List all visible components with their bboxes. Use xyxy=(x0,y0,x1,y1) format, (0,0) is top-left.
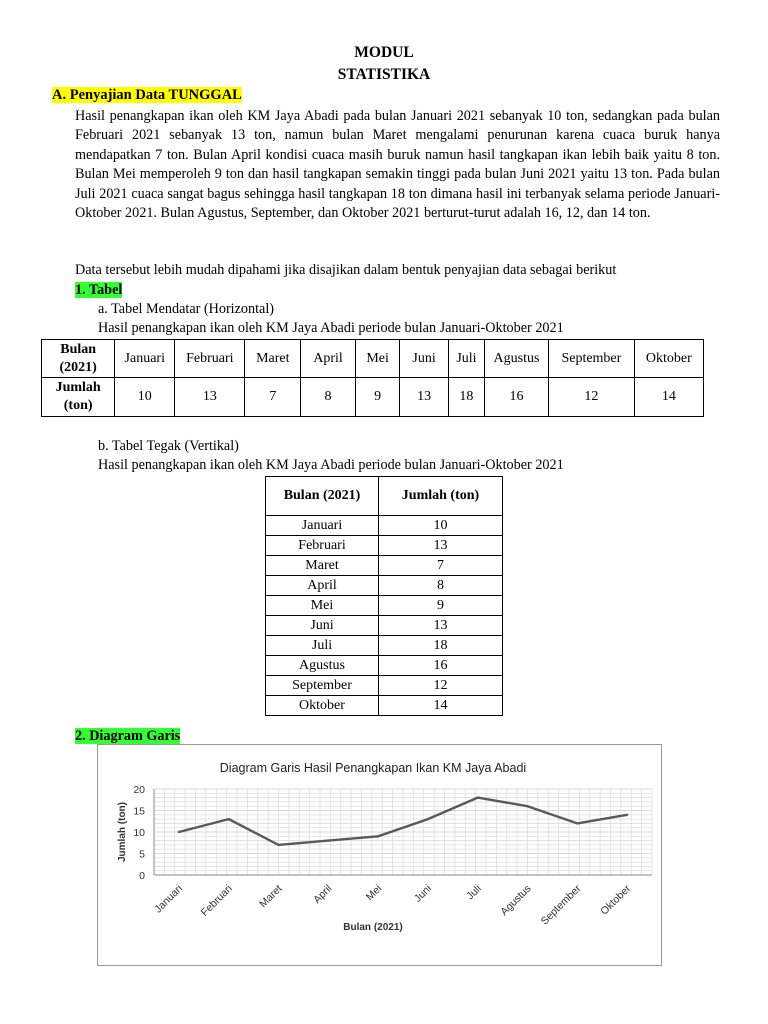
vertical-table-month-cell: Juli xyxy=(266,636,379,656)
horizontal-table-amount-cell: 13 xyxy=(400,378,449,417)
chart-data-point xyxy=(576,822,578,824)
horizontal-table-amount-cell: 18 xyxy=(448,378,484,417)
horizontal-table-amount-cell: 10 xyxy=(115,378,175,417)
chart-y-tick-label: 0 xyxy=(139,870,145,882)
horizontal-table-month-cell: Mei xyxy=(355,340,399,378)
horizontal-table-header-amount xyxy=(42,378,115,417)
vertical-table-month-cell: September xyxy=(266,676,379,696)
table-row xyxy=(266,696,503,716)
table-row xyxy=(266,596,503,616)
vertical-table-amount-cell: 13 xyxy=(379,616,503,636)
table-row xyxy=(266,616,503,636)
chart-y-axis-label: Jumlah (ton) xyxy=(117,802,128,862)
horizontal-table-amount-cell: 13 xyxy=(175,378,245,417)
diagram-heading-text: 2. Diagram Garis xyxy=(75,728,181,744)
vertical-table-month-cell: Juni xyxy=(266,616,379,636)
chart-x-tick-label: Agustus xyxy=(498,882,534,918)
header-amount-line1: Jumlah xyxy=(55,380,101,395)
vertical-table-amount-cell: 8 xyxy=(379,576,503,596)
chart-x-tick-label: April xyxy=(311,882,335,906)
vertical-table-month-cell: April xyxy=(266,576,379,596)
section-a-paragraph: Hasil penangkapan ikan oleh KM Jaya Abadi pada bulan Januari 2021 sebanyak 10 ton, sedangkan pada bulan Februari 2021 sebanyak 13 ton, namun bulan Maret mengalami penurunan karena cuaca buruk hanya mendapatkan 7 ton. Bulan April kondisi cuaca masih buruk namun hasil tangkapan ikan lebih baik yaitu 8 ton. Bulan Mei memperoleh 9 ton dan hasil tangkapan semakin tinggi pada bulan Juni 2021 yaitu 13 ton. Pada bulan Juli 2021 cuaca sangat bagus sehingga hasil tangkapan 18 ton dimana hasil ini terbanyak selama periode Januari-Oktober 2021. Bulan Agustus, September, dan Oktober 2021 berturut-turut adalah 16, 12, dan 14 ton. xyxy=(75,108,720,222)
table-row xyxy=(266,576,503,596)
page-title: MODUL xyxy=(354,44,414,61)
horizontal-table-amount-cell: 7 xyxy=(245,378,301,417)
chart-x-tick-label: Oktober xyxy=(598,882,634,918)
vertical-table xyxy=(265,476,503,716)
table-row xyxy=(266,676,503,696)
section-a-heading-text: A. Penyajian Data TUNGGAL xyxy=(52,87,242,103)
horizontal-table-header-month xyxy=(42,340,115,378)
horizontal-table-row-month xyxy=(42,340,704,378)
table-row xyxy=(266,536,503,556)
vertical-table-label: b. Tabel Tegak (Vertikal) xyxy=(98,438,239,454)
vertical-table-amount-cell: 18 xyxy=(379,636,503,656)
chart-y-tick-label: 20 xyxy=(133,784,145,796)
horizontal-table-month-cell: Maret xyxy=(245,340,301,378)
chart-data-point xyxy=(477,796,479,798)
chart-y-tick-label: 5 xyxy=(139,848,145,861)
page-subtitle: STATISTIKA xyxy=(337,66,431,83)
vertical-table-month-cell: Mei xyxy=(266,596,379,616)
chart-x-tick-label: Juli xyxy=(464,882,484,903)
table-row xyxy=(266,636,503,656)
chart-x-tick-label: Juni xyxy=(411,882,435,905)
horizontal-table-month-cell: Juni xyxy=(400,340,449,378)
horizontal-table-amount-cell: 9 xyxy=(355,378,399,417)
horizontal-table-month-cell: April xyxy=(301,340,356,378)
vertical-table-amount-cell: 16 xyxy=(379,656,503,676)
vertical-table-amount-cell: 7 xyxy=(379,556,503,576)
section-a-heading xyxy=(52,87,242,104)
chart-data-point xyxy=(377,835,379,837)
vertical-table-caption: Hasil penangkapan ikan oleh KM Jaya Abadi periode bulan Januari-Oktober 2021 xyxy=(98,457,564,473)
horizontal-table-amount-cell: 12 xyxy=(549,378,635,417)
chart-y-tick-label: 10 xyxy=(133,827,145,839)
chart-y-tick-label: 15 xyxy=(133,805,145,818)
header-month-line1: Bulan xyxy=(60,341,97,357)
horizontal-table-amount-cell: 14 xyxy=(634,378,703,417)
vertical-table-header-row xyxy=(266,477,503,516)
horizontal-table-amount-cell: 8 xyxy=(301,378,356,417)
header-month-line2: (2021) xyxy=(59,359,97,375)
vertical-table-amount-cell: 14 xyxy=(379,696,503,716)
diagram-heading xyxy=(75,728,180,745)
line-chart-frame xyxy=(97,744,662,966)
horizontal-table-label: a. Tabel Mendatar (Horizontal) xyxy=(98,301,275,317)
horizontal-table-month-cell: Oktober xyxy=(634,340,703,378)
chart-x-axis-label: Bulan (2021) xyxy=(343,922,403,933)
chart-data-point xyxy=(327,839,329,841)
horizontal-table xyxy=(41,339,704,417)
chart-data-point xyxy=(526,805,528,807)
vertical-table-month-cell: Agustus xyxy=(266,656,379,676)
chart-x-tick-label: Februari xyxy=(198,882,235,919)
vertical-table-amount-cell: 13 xyxy=(379,536,503,556)
tabel-heading-text: 1. Tabel xyxy=(75,282,123,298)
vertical-table-amount-cell: 10 xyxy=(379,516,503,536)
chart-x-tick-label: Januari xyxy=(152,882,186,916)
horizontal-table-caption: Hasil penangkapan ikan oleh KM Jaya Abadi periode bulan Januari-Oktober 2021 xyxy=(98,320,564,336)
vertical-table-amount-cell: 9 xyxy=(379,596,503,616)
horizontal-table-month-cell: Agustus xyxy=(485,340,549,378)
horizontal-table-month-cell: September xyxy=(549,340,635,378)
chart-x-tick-label: Maret xyxy=(257,882,285,911)
vertical-table-month-cell: Januari xyxy=(266,516,379,536)
vertical-table-month-cell: Maret xyxy=(266,556,379,576)
horizontal-table-month-cell: Februari xyxy=(175,340,245,378)
chart-x-tick-label: Mei xyxy=(363,882,385,904)
tabel-heading xyxy=(75,282,122,299)
line-chart xyxy=(98,745,661,965)
table-row xyxy=(266,516,503,536)
horizontal-table-month-cell: Januari xyxy=(115,340,175,378)
chart-data-point xyxy=(626,814,628,816)
chart-data-point xyxy=(178,831,180,833)
chart-title: Diagram Garis Hasil Penangkapan Ikan KM Jaya Abadi xyxy=(219,761,527,775)
horizontal-table-row-amount xyxy=(42,378,704,417)
chart-data-point xyxy=(228,818,230,820)
vertical-table-month-cell: Februari xyxy=(266,536,379,556)
intro-text: Data tersebut lebih mudah dipahami jika disajikan dalam bentuk penyajian data sebagai berikut xyxy=(75,262,617,278)
vertical-table-month-cell: Oktober xyxy=(266,696,379,716)
table-row xyxy=(266,556,503,576)
chart-x-tick-label: September xyxy=(538,882,584,928)
chart-data-point xyxy=(427,818,429,820)
chart-data-point xyxy=(277,844,279,846)
table-row xyxy=(266,656,503,676)
horizontal-table-month-cell: Juli xyxy=(448,340,484,378)
header-amount-line2: (ton) xyxy=(63,398,93,413)
vertical-table-amount-cell: 12 xyxy=(379,676,503,696)
vertical-table-header-month: Bulan (2021) xyxy=(266,477,379,516)
vertical-table-header-amount: Jumlah (ton) xyxy=(379,477,503,516)
horizontal-table-amount-cell: 16 xyxy=(485,378,549,417)
